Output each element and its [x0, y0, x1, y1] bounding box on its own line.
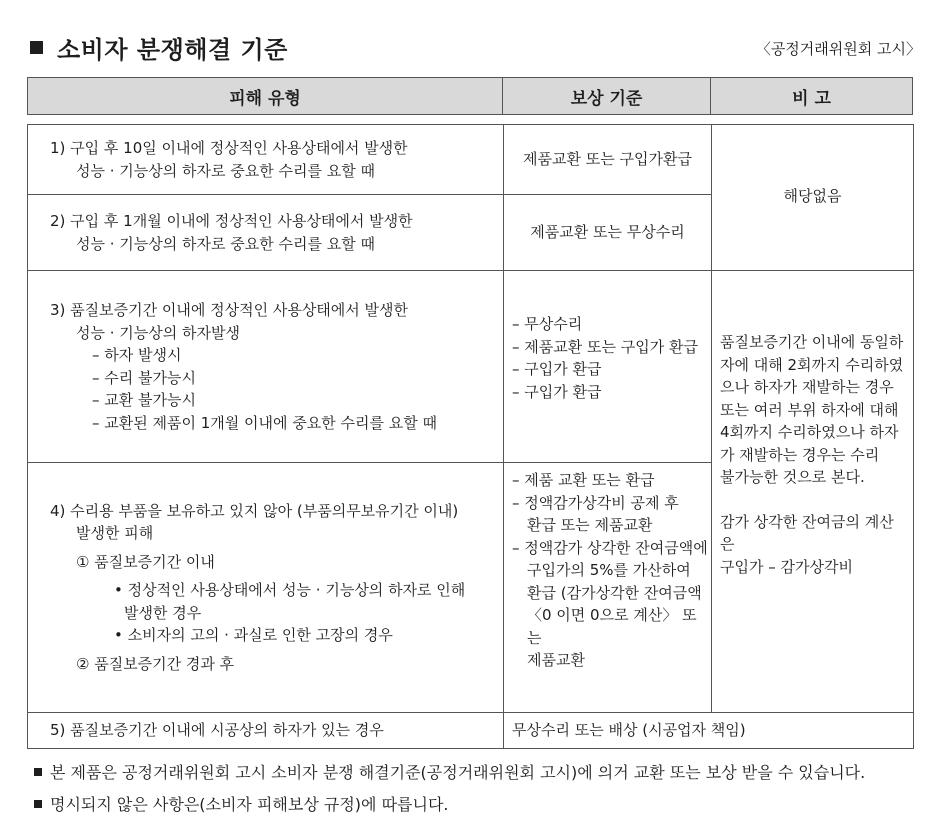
row3-line: – 하자 발생시 — [92, 346, 182, 364]
row3-comp-line: – 구입가 환급 — [512, 360, 602, 378]
row3-comp-line: – 무상수리 — [512, 315, 583, 333]
row1-line: 성능 · 기능상의 하자로 중요한 수리를 요할 때 — [76, 161, 375, 180]
row4-comp-line: 구입가의 5%를 가산하여 — [527, 561, 691, 579]
source-note: 〈공정거래위원회 고시〉 — [755, 40, 921, 58]
row1-line: 1) 구입 후 10일 이내에 정상적인 사용상태에서 발생한 — [50, 139, 408, 157]
footnote-2 — [34, 792, 449, 815]
row2-line: 성능 · 기능상의 하자로 중요한 수리를 요할 때 — [76, 234, 375, 253]
row4-comp-line: – 정액감가상각비 공제 후 — [512, 493, 679, 512]
row4-comp-line: – 정액감가 상각한 잔여금액에 — [512, 538, 708, 557]
row4-comp-line: 환급 또는 제품교환 — [527, 516, 653, 534]
bullet-square-icon — [30, 41, 43, 54]
row4-comp-line: – 제품 교환 또는 환급 — [512, 471, 655, 489]
row4-comp-line: 환급 (감가상각한 잔여금액 — [527, 583, 702, 602]
row2-line: 2) 구입 후 1개월 이내에 정상적인 사용상태에서 발생한 — [50, 212, 413, 230]
row4-line: • 정상적인 사용상태에서 성능 · 기능상의 하자로 인해 — [114, 581, 466, 600]
compensation-cell: 제품교환 또는 무상수리 — [504, 195, 712, 271]
remark-line: 가 재발하는 경우는 수리 — [720, 445, 880, 464]
row4-line: • 소비자의 고의 · 과실로 인한 고장의 경우 — [114, 626, 393, 645]
bullet-square-icon — [34, 768, 42, 776]
remark-line: 으나 하자가 재발하는 경우 — [720, 378, 894, 396]
row3-line: – 교환된 제품이 1개월 이내에 중요한 수리를 요할 때 — [92, 413, 437, 432]
damage-type-cell — [28, 195, 504, 271]
row3-line: – 수리 불가능시 — [92, 368, 196, 387]
table-row — [28, 271, 914, 463]
remark-spacer — [720, 489, 905, 511]
row3-comp-line: – 제품교환 또는 구입가 환급 — [512, 337, 698, 356]
damage-type-cell — [28, 463, 504, 713]
footnote-text: 명시되지 않은 사항은(소비자 피해보상 규정)에 따릅니다. — [50, 795, 449, 814]
damage-type-cell — [28, 271, 504, 463]
table-header — [27, 77, 913, 115]
page-title: 소비자 분쟁해결 기준 — [57, 35, 288, 64]
footnote-1 — [34, 760, 865, 783]
row4-comp-line: 〈0 이면 0으로 계산〉 또는 — [527, 606, 697, 647]
row4-line: ② 품질보증기간 경과 후 — [76, 654, 235, 673]
remark-line: 감가 상각한 잔여금의 계산은 — [720, 512, 894, 553]
section-heading — [30, 30, 288, 64]
row3-line: 성능 · 기능상의 하자발생 — [76, 323, 240, 342]
compensation-cell — [504, 463, 712, 713]
damage-type-cell: 5) 품질보증기간 이내에 시공상의 하자가 있는 경우 — [28, 713, 504, 749]
bullet-square-icon — [34, 800, 42, 808]
row4-line: 발생한 피해 — [76, 524, 154, 543]
row3-line: – 교환 불가능시 — [92, 391, 196, 409]
header-damage-type: 피해 유형 — [27, 77, 503, 115]
table-row — [28, 713, 914, 749]
remark-line: 불가능한 것으로 본다. — [720, 468, 865, 486]
remark-line: 자에 대해 2회까지 수리하였 — [720, 355, 904, 374]
remarks-cell: 해당없음 — [712, 125, 914, 271]
header-compensation: 보상 기준 — [503, 77, 711, 115]
damage-type-cell — [28, 125, 504, 195]
row3-comp-line: – 구입가 환급 — [512, 382, 602, 401]
footnote-text: 본 제품은 공정거래위원회 고시 소비자 분쟁 해결기준(공정거래위원회 고시)에 의거 교환 또는 보상 받을 수 있습니다. — [50, 763, 866, 782]
row4-line: ① 품질보증기간 이내 — [76, 552, 215, 571]
dispute-table — [27, 124, 914, 749]
compensation-cell: 무상수리 또는 배상 (시공업자 책임) — [504, 713, 914, 749]
remark-line: 4회까지 수리하였으나 하자 — [720, 423, 899, 441]
row4-line: 4) 수리용 부품을 보유하고 있지 않아 (부품의무보유기간 이내) — [50, 501, 459, 520]
compensation-cell — [504, 271, 712, 463]
remark-line: 품질보증기간 이내에 동일하 — [720, 333, 904, 351]
row4-comp-line: 제품교환 — [527, 651, 585, 669]
row3-line: 3) 품질보증기간 이내에 정상적인 사용상태에서 발생한 — [50, 301, 409, 319]
header-remarks: 비 고 — [711, 77, 913, 115]
remark-line: 구입가 – 감가상각비 — [720, 557, 853, 576]
row4-line: 발생한 경우 — [124, 603, 202, 622]
remark-line: 또는 여러 부위 하자에 대해 — [720, 400, 899, 419]
table-row — [28, 125, 914, 195]
remarks-cell — [712, 271, 914, 713]
compensation-cell: 제품교환 또는 구입가환급 — [504, 125, 712, 195]
